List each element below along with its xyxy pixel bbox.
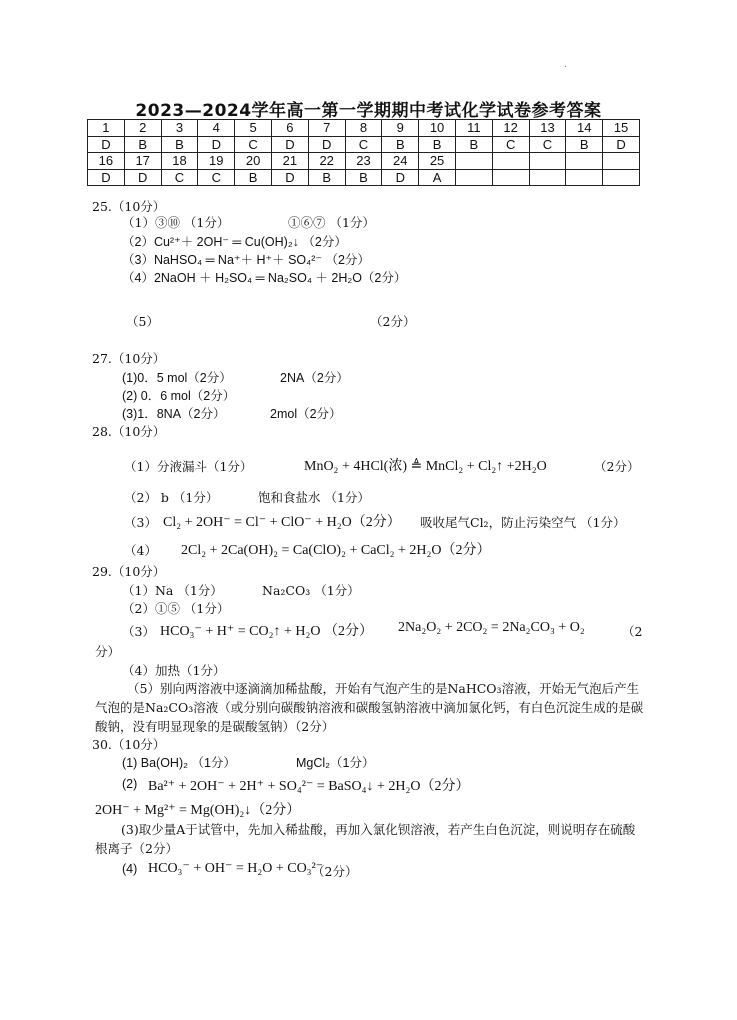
answer-row	[88, 136, 640, 153]
answer-row	[88, 169, 640, 186]
question-number-cell: 21	[271, 153, 308, 170]
answer-cell: B	[308, 169, 345, 186]
q25-line1-b: ①⑥⑦ （1分）	[288, 215, 375, 230]
answer-cell: B	[419, 136, 456, 153]
answer-cell	[566, 169, 603, 186]
q30-line4-a: (4)	[122, 862, 138, 876]
q29-line3-e: 分）	[95, 644, 121, 659]
answer-cell	[492, 169, 529, 186]
q27-heading: 27.（10分）	[92, 351, 166, 366]
question-number-cell: 12	[492, 120, 529, 137]
answer-cell: B	[235, 169, 272, 186]
q27-line1-a: (1)0．5 mol（2分）	[122, 371, 232, 385]
answer-cell: B	[566, 136, 603, 153]
question-number-cell: 3	[161, 120, 198, 137]
answer-cell: D	[308, 136, 345, 153]
q29-line2: （2）①⑤ （1分）	[122, 601, 230, 616]
q30-equation-2: Ba²⁺ + 2OH⁻ + 2H⁺ + SO₄²⁻ = BaSO₄↓ + 2H₂O（2分）	[148, 779, 470, 794]
q28-equation-3: Cl₂ + 2OH⁻ = Cl⁻ + ClO⁻ + H₂O（2分）	[163, 515, 401, 530]
q29-line4: （4）加热（1分）	[122, 663, 226, 678]
question-number-cell	[529, 153, 566, 170]
q27-line3-b: 2mol（2分）	[270, 407, 342, 421]
answer-cell: C	[161, 169, 198, 186]
q25-line5-b: （2分）	[370, 314, 416, 329]
question-number-cell: 11	[455, 120, 492, 137]
q30-equation-2b: 2OH⁻ + Mg²⁺ = Mg(OH)₂↓（2分）	[95, 803, 301, 818]
q28-equation-1: MnO₂ + 4HCl(浓) ≜ MnCl₂ + Cl₂↑ +2H₂O	[304, 459, 547, 474]
question-number-cell: 22	[308, 153, 345, 170]
question-number-cell: 17	[124, 153, 161, 170]
question-number-cell: 10	[419, 120, 456, 137]
question-number-cell: 7	[308, 120, 345, 137]
question-number-cell: 2	[124, 120, 161, 137]
answer-cell: A	[419, 169, 456, 186]
q29-line3-d: （2	[622, 624, 643, 639]
q28-line2-a: （2） b （1分）	[124, 490, 219, 505]
q28-line4-a: （4）	[124, 543, 157, 558]
q29-equation-3: HCO₃⁻ + H⁺ = CO₂↑ + H₂O （2分）	[160, 624, 373, 639]
answer-cell	[603, 169, 640, 186]
q30-line1-b: MgCl₂（1分）	[296, 756, 375, 770]
answer-cell: C	[198, 169, 235, 186]
q25-heading: 25.（10分）	[92, 199, 166, 214]
question-number-cell: 6	[271, 120, 308, 137]
answer-cell: D	[88, 136, 125, 153]
page-title: 2023—2024学年高一第一学期期中考试化学试卷参考答案	[135, 101, 602, 121]
question-number-cell: 8	[345, 120, 382, 137]
answer-cell	[455, 169, 492, 186]
question-number-row	[88, 153, 640, 170]
answer-cell: D	[88, 169, 125, 186]
q29-line5: （5）别向两溶液中逐滴滴加稀盐酸，开始有气泡产生的是NaHCO₃溶液，开始无气泡后产生气泡的是Na₂CO₃溶液（或分别向碳酸钠溶液和碳酸氢钠溶液中滴加氯化钙，有白色沉淀生成的是碳酸钠，没有明显现象的是碳酸氢钠）（2分）	[95, 681, 644, 734]
answer-cell: C	[345, 136, 382, 153]
question-number-cell: 5	[235, 120, 272, 137]
question-number-cell	[492, 153, 529, 170]
q28-line1-c: （2分）	[594, 459, 640, 474]
q28-line3-a: （3）	[124, 515, 157, 530]
question-number-cell: 15	[603, 120, 640, 137]
question-number-cell: 20	[235, 153, 272, 170]
q28-heading: 28.（10分）	[92, 424, 166, 439]
answer-cell: D	[271, 169, 308, 186]
answer-cell: B	[161, 136, 198, 153]
q29-equation-3b: 2Na₂O₂ + 2CO₂ = 2Na₂CO₃ + O₂	[398, 620, 585, 635]
question-number-cell	[566, 153, 603, 170]
question-number-cell: 18	[161, 153, 198, 170]
q28-line3-c: 吸收尾气Cl₂，防止污染空气 （1分）	[420, 515, 626, 530]
q27-line2: (2) 0．6 mol（2分）	[122, 389, 236, 403]
answer-cell: C	[235, 136, 272, 153]
answer-cell: B	[382, 136, 419, 153]
q29-heading: 29.（10分）	[92, 564, 166, 579]
answer-cell: B	[345, 169, 382, 186]
question-number-row	[88, 120, 640, 137]
q30-line3: (3)取少量A于试管中，先加入稀盐酸，再加入氯化钡溶液，若产生白色沉淀，则说明存在硫酸根离子（2分）	[95, 822, 636, 856]
q30-equation-4: HCO₃⁻ + OH⁻ = H₂O + CO₃²⁻	[148, 861, 324, 876]
q27-line1-b: 2NA（2分）	[280, 371, 349, 385]
question-number-cell: 9	[382, 120, 419, 137]
q25-line4: （4）2NaOH ＋ H₂SO₄ ═ Na₂SO₄ ＋ 2H₂O（2分）	[122, 271, 407, 285]
answer-cell: C	[492, 136, 529, 153]
q25-line5-a: （5）	[126, 314, 159, 329]
q30-heading: 30.（10分）	[92, 737, 166, 752]
answer-cell: C	[529, 136, 566, 153]
q27-line3-a: (3)1．8NA（2分）	[122, 407, 226, 421]
question-number-cell: 4	[198, 120, 235, 137]
q29-line1-a: （1）Na （1分）	[122, 583, 223, 598]
question-number-cell	[455, 153, 492, 170]
question-number-cell: 24	[382, 153, 419, 170]
scan-speck	[565, 66, 566, 67]
answer-cell: D	[603, 136, 640, 153]
question-number-cell: 14	[566, 120, 603, 137]
question-number-cell	[603, 153, 640, 170]
answer-cell: B	[455, 136, 492, 153]
q25-line2: （2）Cu²⁺＋ 2OH⁻ ═ Cu(OH)₂↓ （2分）	[122, 235, 347, 249]
answer-cell: D	[198, 136, 235, 153]
q28-line1-a: （1）分液漏斗（1分）	[124, 459, 253, 474]
q30-line4-c: （2分）	[312, 864, 358, 879]
q28-line2-b: 饱和食盐水 （1分）	[258, 490, 370, 505]
question-number-cell: 16	[88, 153, 125, 170]
answer-cell: D	[124, 169, 161, 186]
answer-cell: D	[382, 169, 419, 186]
question-number-cell: 1	[88, 120, 125, 137]
answer-table	[87, 119, 640, 186]
q28-equation-4: 2Cl₂ + 2Ca(OH)₂ = Ca(ClO)₂ + CaCl₂ + 2H₂O（2分）	[181, 543, 491, 558]
q25-line1-a: （1）③⑩ （1分）	[122, 215, 230, 230]
q25-line3: （3）NaHSO₄ ═ Na⁺＋ H⁺＋ SO₄²⁻ （2分）	[122, 253, 370, 267]
answer-cell: D	[271, 136, 308, 153]
question-number-cell: 23	[345, 153, 382, 170]
q30-line2-a: (2)	[122, 777, 138, 791]
q29-line1-b: Na₂CO₃ （1分）	[262, 583, 360, 598]
q30-line1-a: (1) Ba(OH)₂ （1分）	[122, 756, 236, 770]
question-number-cell: 13	[529, 120, 566, 137]
answer-cell	[529, 169, 566, 186]
q29-line3-a: （3）	[122, 624, 155, 639]
answer-cell: B	[124, 136, 161, 153]
question-number-cell: 25	[419, 153, 456, 170]
question-number-cell: 19	[198, 153, 235, 170]
